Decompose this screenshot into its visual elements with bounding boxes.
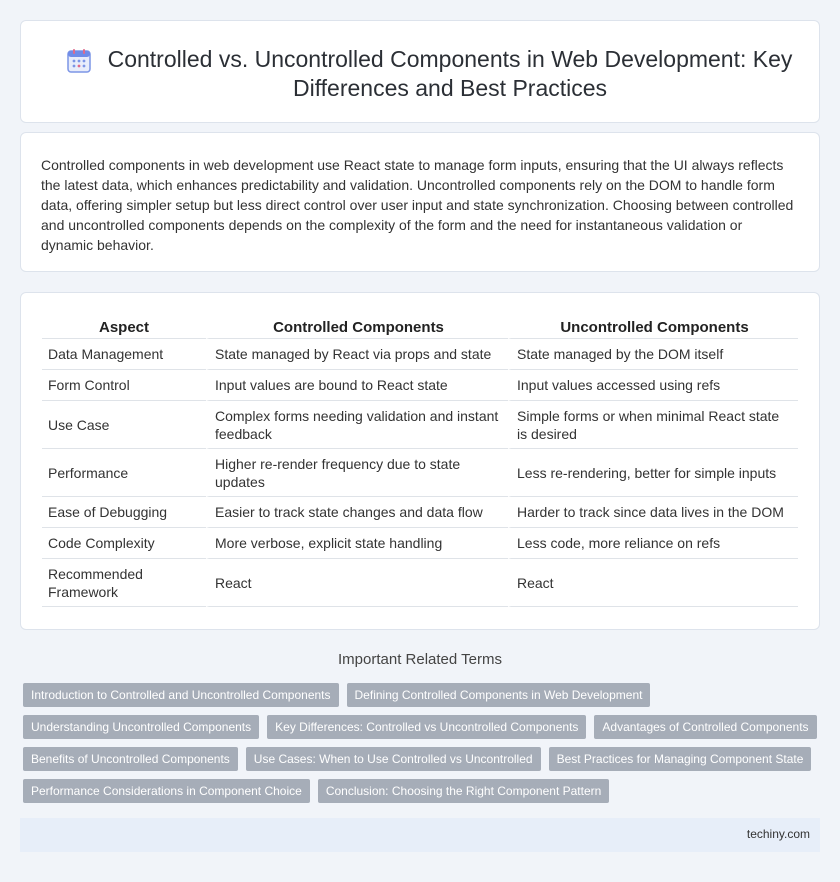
header-controlled: Controlled Components — [206, 313, 508, 339]
calendar-grid-icon — [65, 47, 93, 75]
related-term-tag[interactable]: Key Differences: Controlled vs Uncontrolled Components — [267, 715, 586, 739]
cell-uncontrolled: Less re-rendering, better for simple inputs — [508, 449, 798, 497]
cell-aspect: Code Complexity — [42, 528, 206, 559]
table-row — [42, 449, 798, 497]
related-term-tag[interactable]: Best Practices for Managing Component State — [549, 747, 812, 771]
cell-aspect: Performance — [42, 449, 206, 497]
footer-site-link[interactable]: techiny.com — [746, 827, 810, 841]
cell-aspect: Recommended Framework — [42, 559, 206, 607]
intro-card — [20, 132, 820, 272]
comparison-table — [42, 313, 798, 607]
related-term-tag[interactable]: Performance Considerations in Component Choice — [23, 779, 310, 803]
table-row — [42, 559, 798, 607]
related-term-tag[interactable]: Advantages of Controlled Components — [594, 715, 816, 739]
cell-controlled: React — [206, 559, 508, 607]
header-card — [20, 20, 820, 123]
cell-uncontrolled: Harder to track since data lives in the DOM — [508, 497, 798, 528]
related-term-tag[interactable]: Understanding Uncontrolled Components — [23, 715, 259, 739]
table-row — [42, 497, 798, 528]
cell-uncontrolled: React — [508, 559, 798, 607]
related-term-tag[interactable]: Defining Controlled Components in Web Development — [347, 683, 651, 707]
table-row — [42, 370, 798, 401]
cell-controlled: Input values are bound to React state — [206, 370, 508, 401]
header-uncontrolled: Uncontrolled Components — [508, 313, 798, 339]
cell-controlled: State managed by React via props and state — [206, 339, 508, 370]
related-terms-title: Important Related Terms — [338, 651, 502, 668]
cell-uncontrolled: Input values accessed using refs — [508, 370, 798, 401]
intro-paragraph: Controlled components in web development use React state to manage form inputs, ensuring that the UI always reflects the latest data, which enhances predictability and validation. Uncontrolled components rely on the DOM to handle form data, offering simpler setup but less direct control over user input and state synchronization. Choosing between controlled and uncontrolled components depends on the complexity of the form and the need for instantaneous validation or dynamic behavior. — [41, 157, 794, 253]
related-term-tag[interactable]: Use Cases: When to Use Controlled vs Uncontrolled — [246, 747, 541, 771]
cell-controlled: More verbose, explicit state handling — [206, 528, 508, 559]
cell-uncontrolled: Simple forms or when minimal React state is desired — [508, 401, 798, 449]
cell-controlled: Complex forms needing validation and instant feedback — [206, 401, 508, 449]
cell-controlled: Higher re-render frequency due to state updates — [206, 449, 508, 497]
cell-uncontrolled: Less code, more reliance on refs — [508, 528, 798, 559]
cell-aspect: Form Control — [42, 370, 206, 401]
table-header-row — [42, 313, 798, 339]
related-terms-tags — [23, 683, 823, 811]
table-row — [42, 528, 798, 559]
comparison-table-card — [20, 292, 820, 630]
related-term-tag[interactable]: Benefits of Uncontrolled Components — [23, 747, 238, 771]
footer — [20, 818, 820, 852]
cell-aspect: Use Case — [42, 401, 206, 449]
related-term-tag[interactable]: Introduction to Controlled and Uncontrolled Components — [23, 683, 339, 707]
page-title: Controlled vs. Uncontrolled Components in Web Development: Key Differences and Best Practices — [107, 46, 793, 101]
cell-controlled: Easier to track state changes and data flow — [206, 497, 508, 528]
related-term-tag[interactable]: Conclusion: Choosing the Right Component Pattern — [318, 779, 610, 803]
cell-aspect: Ease of Debugging — [42, 497, 206, 528]
header-aspect: Aspect — [42, 313, 206, 339]
cell-uncontrolled: State managed by the DOM itself — [508, 339, 798, 370]
table-row — [42, 401, 798, 449]
cell-aspect: Data Management — [42, 339, 206, 370]
table-row — [42, 339, 798, 370]
